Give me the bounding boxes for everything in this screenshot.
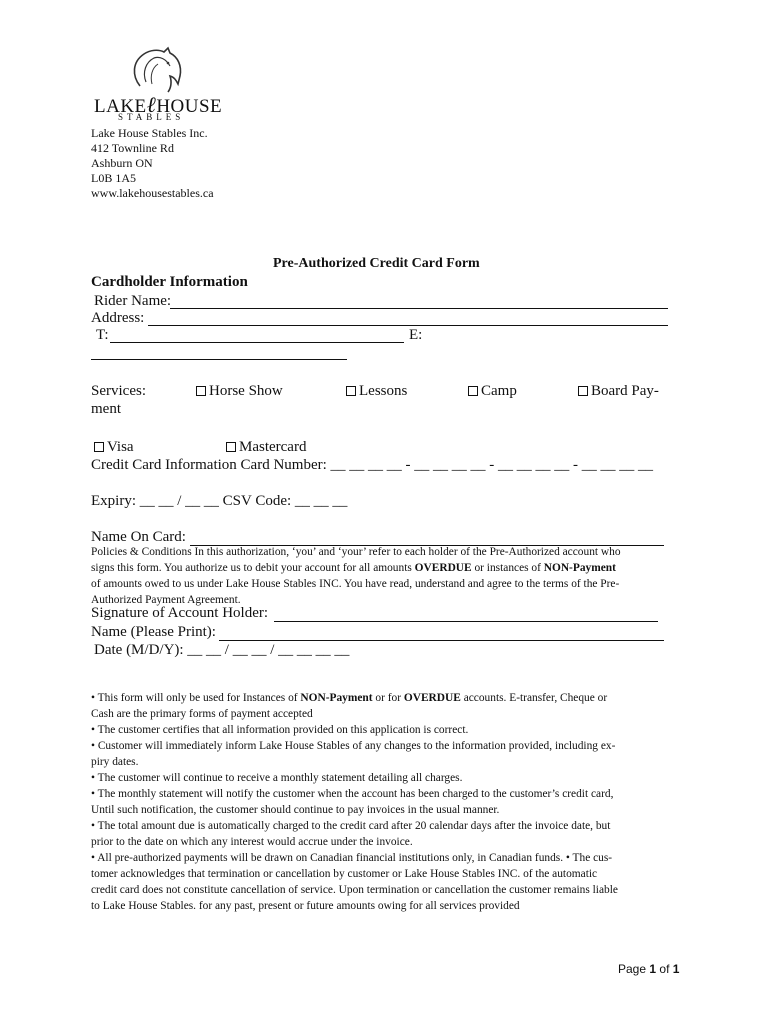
lessons-label: Lessons	[359, 383, 408, 399]
nonpayment-emphasis: NON-Payment	[543, 562, 616, 574]
email-field[interactable]	[91, 344, 347, 360]
terms-line-8: Until such notification, the customer should continue to pay invoices in the usual manner.	[91, 804, 500, 816]
company-name: Lake House Stables Inc.	[91, 126, 208, 140]
policy-line-1: Policies & Conditions In this authorization, ‘you’ and ‘your’ refer to each holder of the Pre-Authorized account who	[91, 546, 621, 558]
address-label: Address:	[91, 310, 145, 326]
logo-word-house: HOUSE	[156, 96, 223, 117]
phone-field[interactable]	[110, 327, 404, 343]
logo-wordmark: LAKEℓHOUSE	[94, 92, 223, 117]
logo-stables: STABLES	[118, 112, 185, 122]
terms-line-2: Cash are the primary forms of payment accepted	[91, 708, 313, 720]
signature-field[interactable]	[274, 606, 658, 622]
rider-name-label: Rider Name:	[94, 293, 172, 309]
street-address: 412 Townline Rd	[91, 141, 174, 155]
page-number: Page 1 of 1	[618, 962, 680, 976]
date-field[interactable]: Date (M/D/Y): __ __ / __ __ / __ __ __ __	[94, 642, 350, 658]
visa-checkbox[interactable]	[94, 442, 104, 452]
terms-line-3: • The customer certifies that all information provided on this application is correct.	[91, 724, 469, 736]
service-board-payment[interactable]	[578, 382, 659, 400]
service-camp[interactable]	[468, 382, 517, 400]
logo-word-lake: LAKE	[94, 96, 147, 117]
signature-label: Signature of Account Holder:	[91, 605, 269, 621]
phone-label: T:	[96, 327, 109, 343]
terms-line-12: tomer acknowledges that termination or cancellation by customer or Lake House Stables INC. of the automatic	[91, 868, 598, 880]
mastercard-label: Mastercard	[239, 439, 307, 455]
print-name-field[interactable]	[219, 625, 664, 641]
policy-paragraph	[91, 544, 691, 608]
overdue-emphasis: OVERDUE	[414, 562, 472, 574]
city: Ashburn ON	[91, 156, 153, 170]
expiry-csv-field[interactable]: Expiry: __ __ / __ __ CSV Code: __ __ __	[91, 493, 348, 509]
services-label: Services:	[91, 383, 146, 399]
email-label: E:	[409, 327, 423, 343]
horse-show-checkbox[interactable]	[196, 386, 206, 396]
visa-label: Visa	[107, 439, 134, 455]
terms-line-11: • All pre-authorized payments will be drawn on Canadian financial institutions only, in Canadian funds. • The cus-	[91, 852, 613, 864]
postal-code: L0B 1A5	[91, 171, 136, 185]
lessons-checkbox[interactable]	[346, 386, 356, 396]
section-heading: Cardholder Information	[91, 274, 248, 290]
terms-line-9: • The total amount due is automatically charged to the credit card after 20 calendar days after the invoice date, but	[91, 820, 611, 832]
services-wrap-text: ment	[91, 401, 121, 417]
board-payment-label: Board Pay-	[591, 383, 659, 399]
terms-line-14: to Lake House Stables. for any past, present or future amounts owing for all services provided	[91, 900, 520, 912]
service-lessons[interactable]	[346, 382, 407, 400]
rider-name-field[interactable]	[170, 293, 668, 309]
terms-list	[91, 690, 691, 914]
board-payment-checkbox[interactable]	[578, 386, 588, 396]
terms-line-6: • The customer will continue to receive a monthly statement detailing all charges.	[91, 772, 463, 784]
terms-line-7: • The monthly statement will notify the customer when the account has been charged to the customer’s credit card,	[91, 788, 614, 800]
camp-label: Camp	[481, 383, 517, 399]
terms-line-5: piry dates.	[91, 756, 139, 768]
website-link[interactable]: www.lakehousestables.ca	[91, 186, 214, 200]
camp-checkbox[interactable]	[468, 386, 478, 396]
print-name-label: Name (Please Print):	[91, 624, 216, 640]
form-title: Pre-Authorized Credit Card Form	[273, 256, 480, 271]
service-horse-show[interactable]	[196, 382, 283, 400]
terms-line-13: credit card does not constitute cancellation of service. Upon termination or cancellation the customer remains liable	[91, 884, 618, 896]
card-number-field[interactable]: Credit Card Information Card Number: __ __ __ __ - __ __ __ __ - __ __ __ __ - __ __ __ __	[91, 457, 654, 473]
horse-show-label: Horse Show	[209, 383, 283, 399]
mastercard-checkbox[interactable]	[226, 442, 236, 452]
terms-line-4: • Customer will immediately inform Lake House Stables of any changes to the information provided, including ex-	[91, 740, 616, 752]
name-on-card-label: Name On Card:	[91, 529, 186, 545]
card-type-mastercard[interactable]	[226, 438, 306, 456]
policy-line-4: Authorized Payment Agreement.	[91, 594, 241, 606]
terms-line-10: prior to the date on which any interest would accrue under the invoice.	[91, 836, 413, 848]
terms-line-1: • This form will only be used for Instances of NON-Payment or for OVERDUE accounts. E-transfer, Cheque or	[91, 692, 608, 704]
policy-line-2: signs this form. You authorize us to debit your account for all amounts OVERDUE or instances of NON-Payment	[91, 562, 616, 574]
policy-line-3: of amounts owed to us under Lake House Stables INC. You have read, understand and agree to the terms of the Pre-	[91, 578, 620, 590]
address-field[interactable]	[148, 310, 668, 326]
card-type-visa[interactable]	[94, 438, 134, 456]
